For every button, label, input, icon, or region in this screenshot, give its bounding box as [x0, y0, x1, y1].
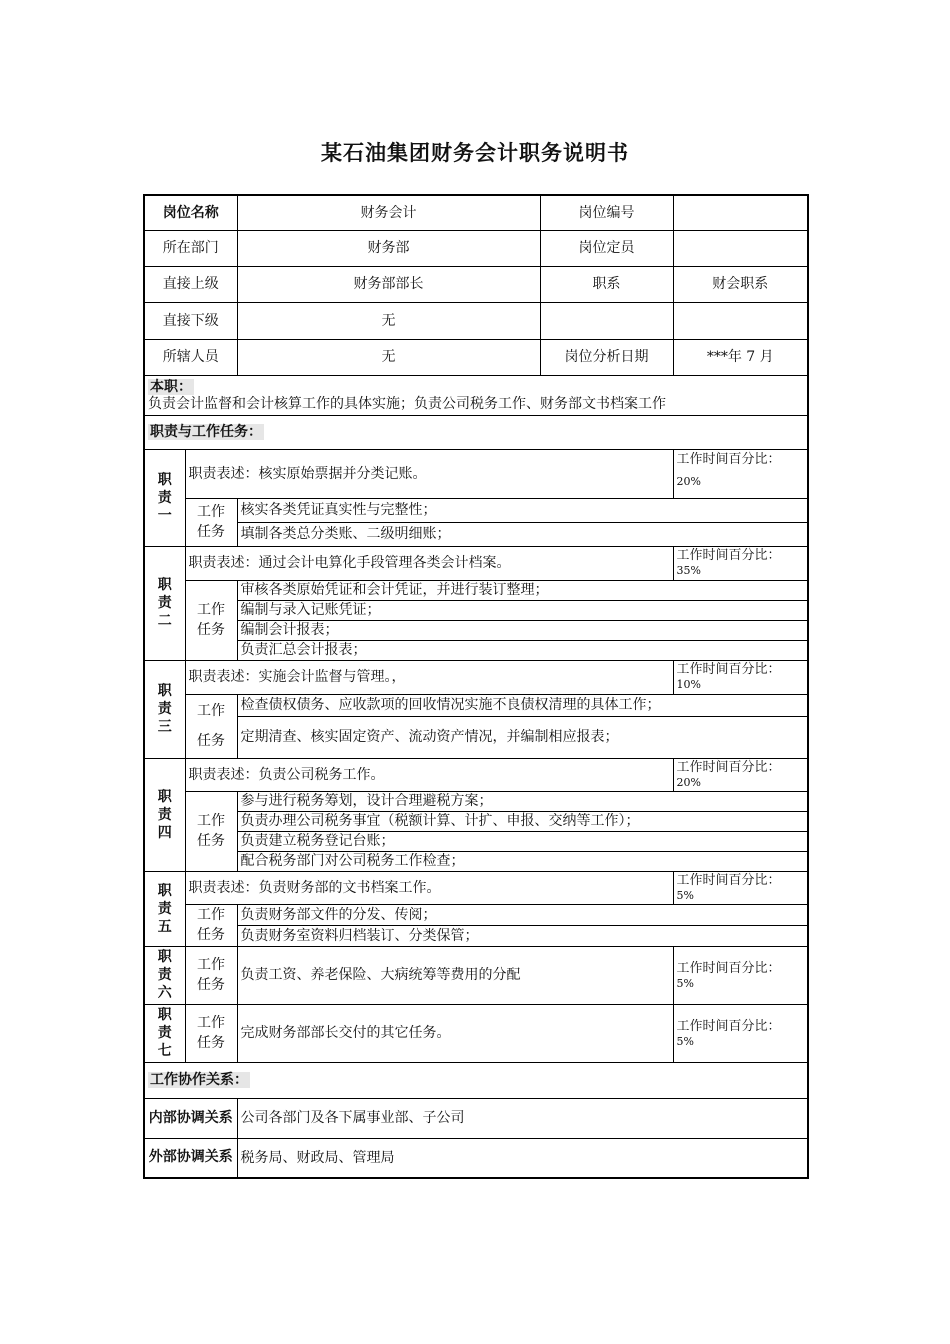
task-row [144, 640, 808, 660]
duty-3-label: 职责三 [144, 660, 185, 758]
empty-cell [673, 302, 808, 339]
duty-1-pct-cell [673, 449, 808, 498]
task-label-cell: 工作任务 [185, 580, 237, 660]
label-position-name: 岗位名称 [144, 195, 237, 230]
duty-5-pct-cell [673, 871, 808, 904]
duty-1-task-2: 填制各类总分类账、二级明细账； [237, 522, 808, 546]
duty-2-task-4: 负责汇总会计报表； [237, 640, 808, 660]
task-label-cell: 工作任务 [185, 904, 237, 946]
duty-2-pct-cell [673, 546, 808, 580]
label-position-code: 岗位编号 [540, 195, 673, 230]
value-staff: 无 [237, 339, 540, 375]
coop-external-value: 税务局、财政局、管理局 [237, 1138, 808, 1178]
pct-label: 工作时间百分比： [676, 661, 781, 677]
page-title: 某石油集团财务会计职务说明书 [321, 141, 629, 165]
pct-label: 工作时间百分比： [676, 759, 781, 775]
value-position-name: 财务会计 [237, 195, 540, 230]
duty-1-label: 职责一 [144, 449, 185, 546]
coop-internal-label: 内部协调关系 [144, 1098, 237, 1138]
task-row [144, 851, 808, 871]
value-department: 财务部 [237, 230, 540, 266]
duty-4-task-3: 负责建立税务登记台账； [237, 831, 808, 851]
task-row [144, 925, 808, 946]
duty-5-label: 职责五 [144, 871, 185, 946]
duty-1-desc: 职责表述：核实原始票据并分类记账。 [185, 449, 673, 498]
duty-3-desc: 职责表述：实施会计监督与管理。， [185, 660, 673, 694]
duty-4-label: 职责四 [144, 758, 185, 871]
value-analysis-date: ***年 7 月 [673, 339, 808, 375]
task-label-cell: 工作任务 [185, 694, 237, 758]
task-row [144, 522, 808, 546]
label-analysis-date: 岗位分析日期 [540, 339, 673, 375]
coop-external-label: 外部协调关系 [144, 1138, 237, 1178]
value-job-family: 财会职系 [673, 266, 808, 302]
task-label-cell: 工作任务 [185, 498, 237, 546]
duties-heading-row [144, 415, 808, 449]
value-subordinate: 无 [237, 302, 540, 339]
duty-7-row [144, 1004, 808, 1062]
task-row [144, 580, 808, 600]
coop-heading: 工作协作关系： [150, 1072, 248, 1088]
task-row [144, 831, 808, 851]
duty-4-task-2: 负责办理公司税务事宜（税额计算、计扩、申报、交纳等工作）； [237, 811, 808, 831]
value-position-code [673, 195, 808, 230]
duty-1-task-1: 核实各类凭证真实性与完整性； [237, 498, 808, 522]
duty-3-task-1: 检查债权债务、应收款项的回收情况实施不良债权清理的具体工作； [237, 694, 808, 716]
duty-2-label: 职责二 [144, 546, 185, 660]
duties-heading: 职责与工作任务： [150, 424, 262, 440]
duty-4-desc-row [144, 758, 808, 791]
duty-7-task-1: 完成财务部部长交付的其它任务。 [237, 1004, 673, 1062]
value-headcount [673, 230, 808, 266]
pct-label: 工作时间百分比： [676, 547, 781, 563]
duty-2-desc-row [144, 546, 808, 580]
coop-internal-value: 公司各部门及各下属事业部、子公司 [237, 1098, 808, 1138]
duty-3-desc-row [144, 660, 808, 694]
duty-4-task-4: 配合税务部门对公司税务工作检查； [237, 851, 808, 871]
job-description-table [143, 194, 809, 1179]
duty-2-pct: 35% [676, 563, 701, 577]
benzhi-text: 负责会计监督和会计核算工作的具体实施；负责公司税务工作、财务部文书档案工作 [148, 395, 666, 412]
duty-3-pct: 10% [676, 677, 701, 691]
duty-4-pct: 20% [676, 775, 701, 789]
task-row [144, 791, 808, 811]
coop-external-row [144, 1138, 808, 1178]
task-row [144, 811, 808, 831]
benzhi-heading: 本职： [150, 378, 192, 395]
duty-6-pct: 5% [676, 976, 694, 990]
label-department: 所在部门 [144, 230, 237, 266]
label-subordinate: 直接下级 [144, 302, 237, 339]
empty-cell [540, 302, 673, 339]
duty-5-task-2: 负责财务室资料归档装订、分类保管； [237, 925, 808, 946]
info-row-staff [144, 339, 808, 375]
duty-6-pct-cell [673, 946, 808, 1004]
label-staff: 所辖人员 [144, 339, 237, 375]
duty-5-desc: 职责表述：负责财务部的文书档案工作。 [185, 871, 673, 904]
pct-label: 工作时间百分比： [676, 872, 781, 888]
duty-2-task-3: 编制会计报表； [237, 620, 808, 640]
duty-5-desc-row [144, 871, 808, 904]
duty-4-desc: 职责表述：负责公司税务工作。 [185, 758, 673, 791]
pct-label: 工作时间百分比： [676, 1018, 781, 1034]
duty-7-pct-cell [673, 1004, 808, 1062]
coop-internal-row [144, 1098, 808, 1138]
task-label-cell: 工作任务 [185, 791, 237, 871]
duty-7-label: 职责七 [144, 1004, 185, 1062]
duty-2-task-2: 编制与录入记账凭证； [237, 600, 808, 620]
task-row [144, 904, 808, 925]
pct-label: 工作时间百分比： [676, 960, 781, 976]
task-row [144, 694, 808, 716]
info-row-subordinate [144, 302, 808, 339]
duty-1-desc-row [144, 449, 808, 498]
duty-3-task-2: 定期清查、核实固定资产、流动资产情况，并编制相应报表； [237, 716, 808, 758]
info-row-department [144, 230, 808, 266]
label-superior: 直接上级 [144, 266, 237, 302]
task-row [144, 620, 808, 640]
duty-4-pct-cell [673, 758, 808, 791]
duty-4-task-1: 参与进行税务筹划，设计合理避税方案； [237, 791, 808, 811]
info-row-superior [144, 266, 808, 302]
info-row-position-name [144, 195, 808, 230]
label-job-family: 职系 [540, 266, 673, 302]
benzhi-row [144, 375, 808, 415]
pct-label: 工作时间百分比： [676, 451, 781, 467]
task-row [144, 716, 808, 758]
duty-5-task-1: 负责财务部文件的分发、传阅； [237, 904, 808, 925]
task-label-cell: 工作任务 [185, 946, 237, 1004]
duty-7-pct: 5% [676, 1034, 694, 1048]
duty-5-pct: 5% [676, 888, 694, 902]
duty-6-task-1: 负责工资、养老保险、大病统筹等费用的分配 [237, 946, 673, 1004]
label-headcount: 岗位定员 [540, 230, 673, 266]
duty-2-desc: 职责表述：通过会计电算化手段管理各类会计档案。 [185, 546, 673, 580]
duty-6-row [144, 946, 808, 1004]
duty-2-task-1: 审核各类原始凭证和会计凭证，并进行装订整理； [237, 580, 808, 600]
task-row [144, 498, 808, 522]
duty-3-pct-cell [673, 660, 808, 694]
coop-heading-row [144, 1062, 808, 1098]
value-superior: 财务部部长 [237, 266, 540, 302]
task-label-cell: 工作任务 [185, 1004, 237, 1062]
duty-1-pct: 20% [676, 474, 701, 488]
duty-6-label: 职责六 [144, 946, 185, 1004]
task-row [144, 600, 808, 620]
